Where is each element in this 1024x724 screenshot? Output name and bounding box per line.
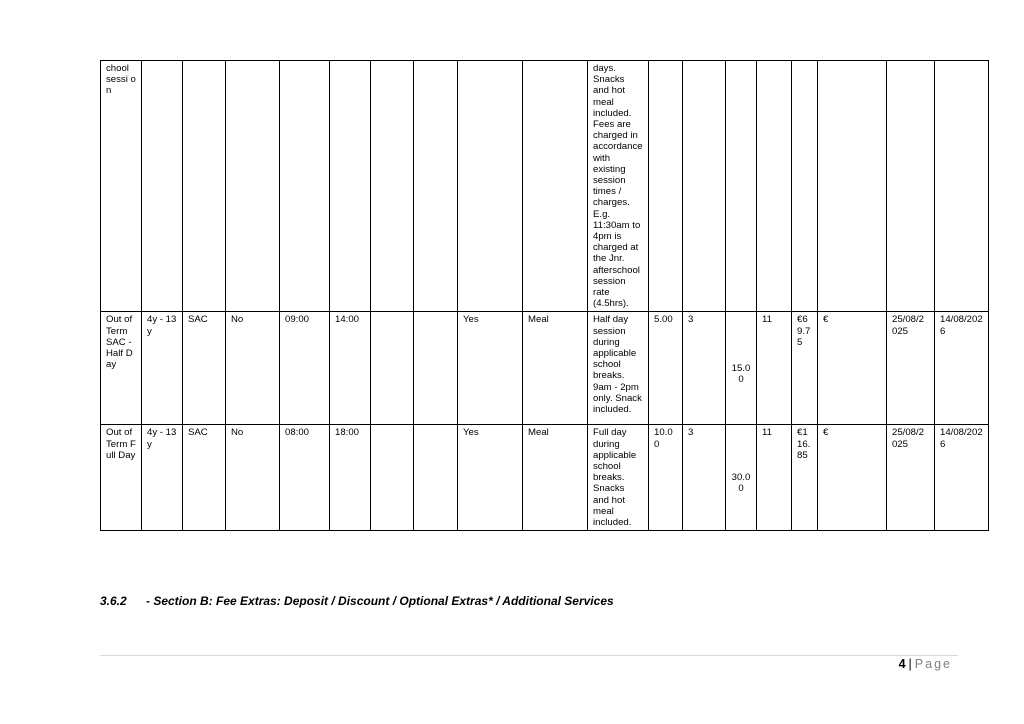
cell-service: chool sessi on	[101, 61, 142, 312]
cell-hours: 5.00	[649, 312, 683, 425]
cell-days	[683, 61, 726, 312]
page-footer	[899, 657, 952, 671]
cell-rate: 30.00	[726, 425, 757, 531]
cell-blank	[414, 61, 458, 312]
cell-valid-to	[935, 61, 989, 312]
cell-days: 3	[683, 312, 726, 425]
cell-description: Full day during applicable school breaks. Snacks and hot meal included.	[588, 425, 649, 531]
cell-type	[183, 61, 226, 312]
footer-divider	[100, 655, 958, 656]
cell-currency: €	[818, 312, 887, 425]
page-number: 4	[898, 657, 906, 671]
cell-valid-to: 14/08/2026	[935, 312, 989, 425]
cell-blank	[371, 425, 414, 531]
cell-end: 14:00	[330, 312, 371, 425]
cell-blank	[371, 312, 414, 425]
cell-fee: €116.85	[792, 425, 818, 531]
cell-food: Yes	[458, 312, 523, 425]
section-number: 3.6.2	[100, 594, 127, 608]
cell-end: 18:00	[330, 425, 371, 531]
cell-meal	[523, 61, 588, 312]
cell-valid-from	[887, 61, 935, 312]
section-heading	[100, 594, 614, 608]
cell-ecce: No	[226, 312, 280, 425]
cell-type: SAC	[183, 425, 226, 531]
cell-ecce: No	[226, 425, 280, 531]
cell-age: 4y - 13y	[142, 312, 183, 425]
cell-age	[142, 61, 183, 312]
cell-valid-to: 14/08/2026	[935, 425, 989, 531]
cell-meal: Meal	[523, 425, 588, 531]
cell-meal: Meal	[523, 312, 588, 425]
footer-separator: |	[908, 657, 912, 671]
cell-blank	[371, 61, 414, 312]
cell-valid-from: 25/08/2025	[887, 425, 935, 531]
cell-start: 09:00	[280, 312, 330, 425]
cell-rate: 15.00	[726, 312, 757, 425]
cell-description: days. Snacks and hot meal included. Fees are charged in accordance with existing session times / charges. E.g. 11:30am to 4pm is charged at the Jnr. afterschool session rate (4.5hrs).	[588, 61, 649, 312]
cell-blank	[414, 312, 458, 425]
page-label: Page	[914, 657, 952, 671]
cell-service: Out of Term SAC - Half Day	[101, 312, 142, 425]
cell-end	[330, 61, 371, 312]
table-row	[101, 61, 989, 312]
cell-fee	[792, 61, 818, 312]
cell-food: Yes	[458, 425, 523, 531]
cell-start	[280, 61, 330, 312]
cell-rate	[726, 61, 757, 312]
table-row	[101, 312, 989, 425]
cell-ecce	[226, 61, 280, 312]
cell-blank	[414, 425, 458, 531]
cell-fee: €69.75	[792, 312, 818, 425]
cell-days: 3	[683, 425, 726, 531]
fee-table	[100, 60, 989, 531]
cell-food	[458, 61, 523, 312]
table-row	[101, 425, 989, 531]
cell-service: Out of Term Full Day	[101, 425, 142, 531]
cell-currency	[818, 61, 887, 312]
cell-hours	[649, 61, 683, 312]
cell-weeks: 11	[757, 312, 792, 425]
cell-type: SAC	[183, 312, 226, 425]
cell-start: 08:00	[280, 425, 330, 531]
cell-currency: €	[818, 425, 887, 531]
cell-weeks	[757, 61, 792, 312]
section-title: - Section B: Fee Extras: Deposit / Discount / Optional Extras* / Additional Services	[146, 594, 614, 608]
cell-description: Half day session during applicable school breaks. 9am - 2pm only. Snack included.	[588, 312, 649, 425]
cell-hours: 10.00	[649, 425, 683, 531]
cell-weeks: 11	[757, 425, 792, 531]
cell-age: 4y - 13y	[142, 425, 183, 531]
cell-valid-from: 25/08/2025	[887, 312, 935, 425]
